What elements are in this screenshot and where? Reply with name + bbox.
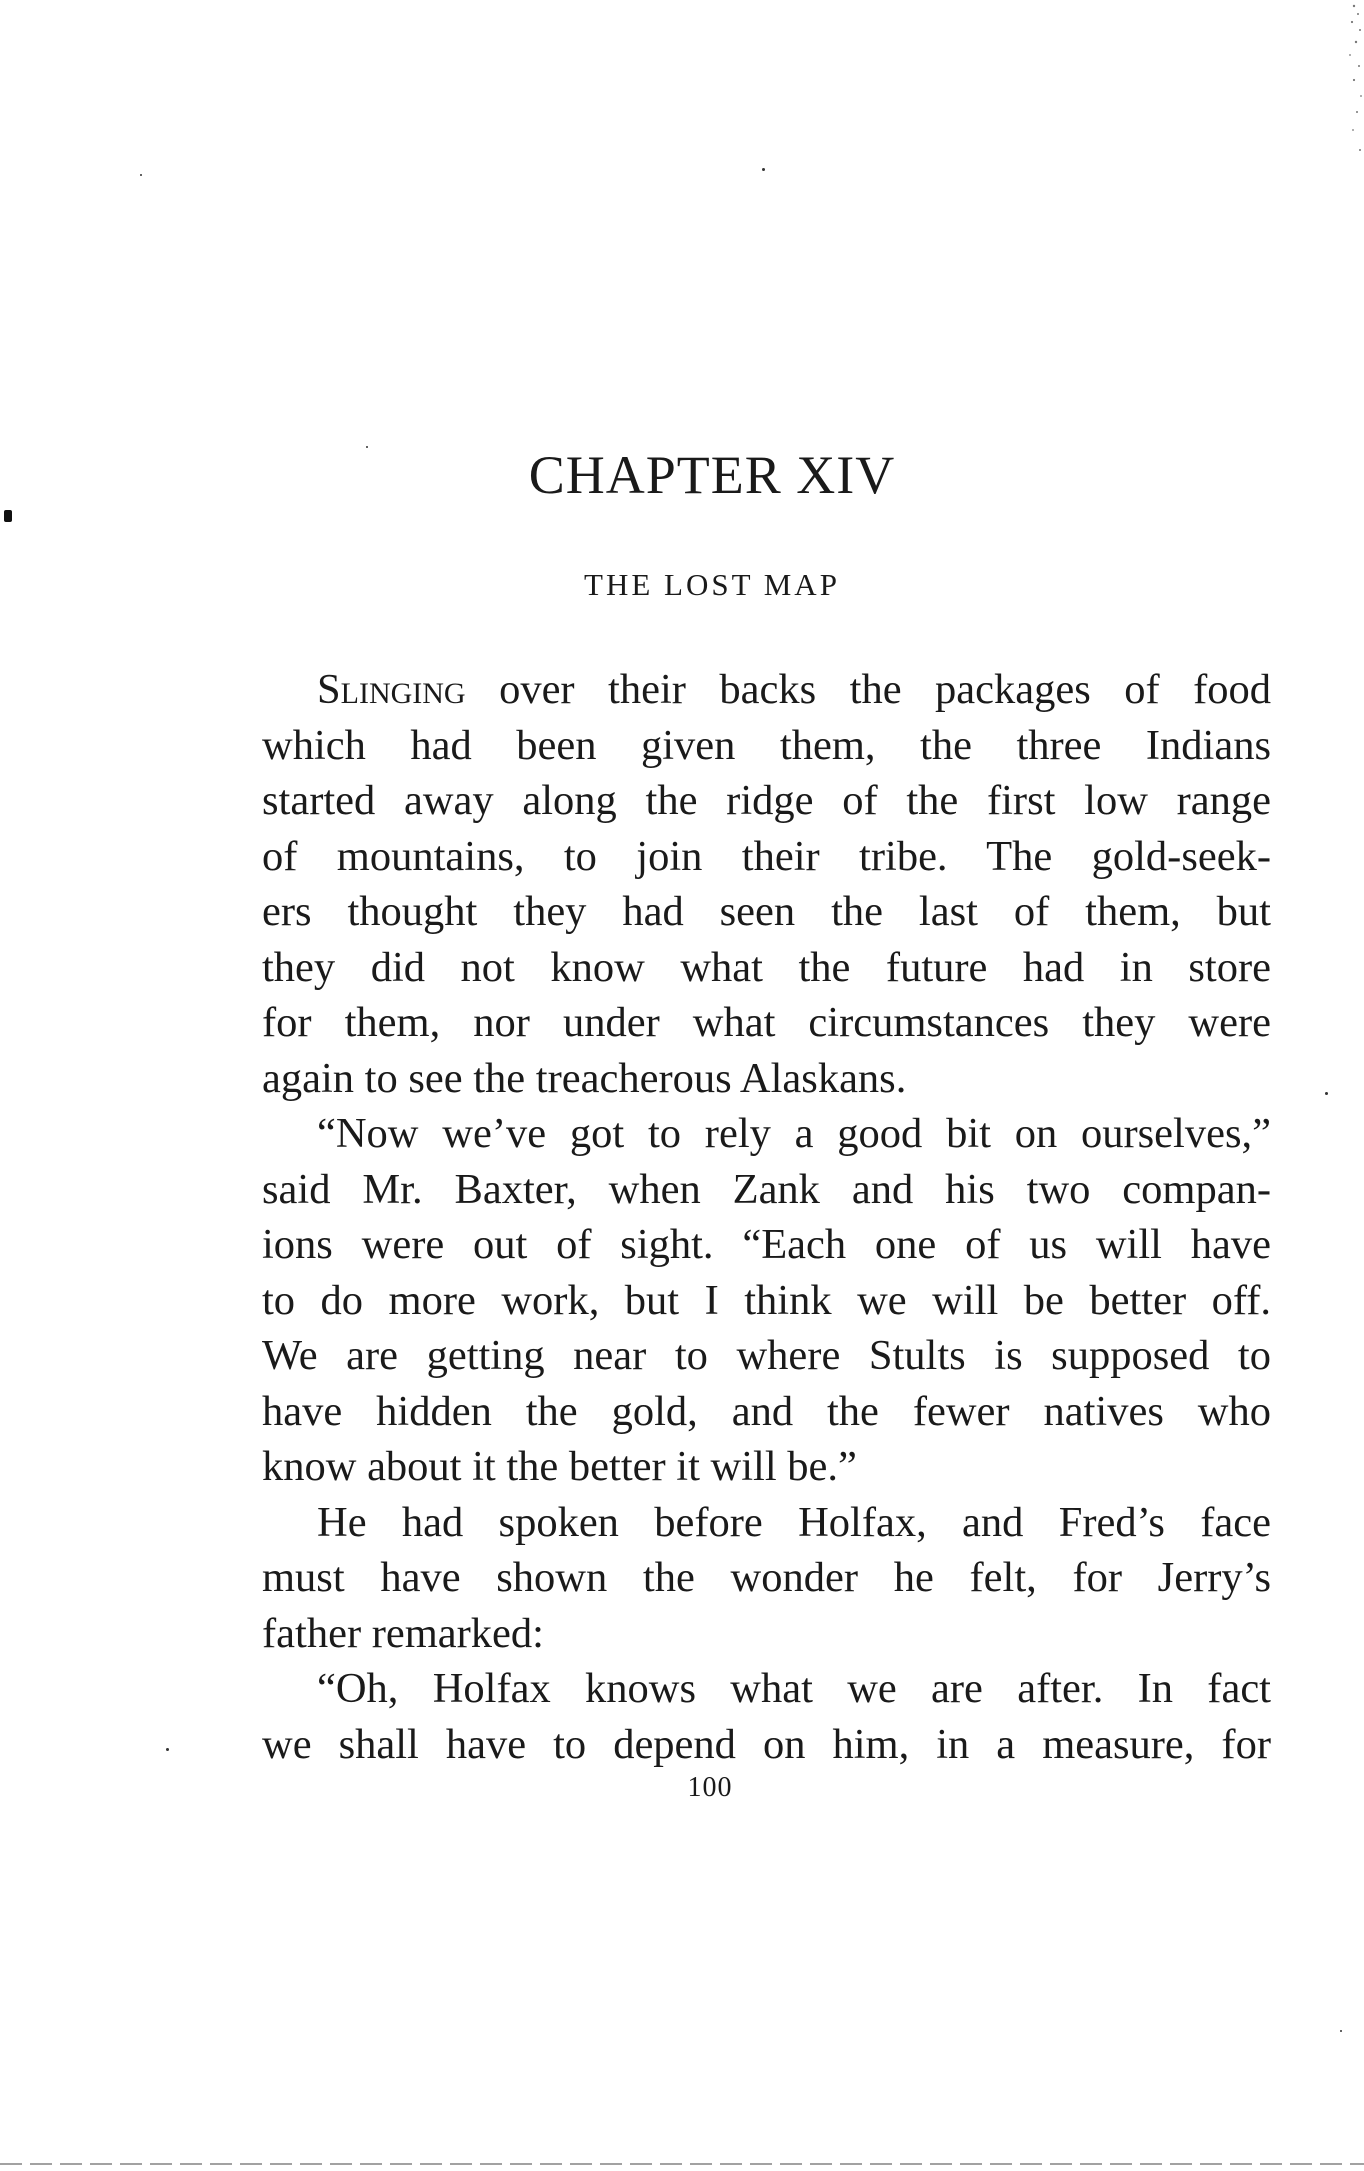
text-line: of mountains, to join their tribe. The gold-seek- <box>262 832 1271 880</box>
text-line: ers thought they had seen the last of them, but <box>262 888 1271 935</box>
text-line: we shall have to depend on him, in a measure, for <box>262 1720 1271 1768</box>
chapter-title: THE LOST MAP <box>584 567 840 602</box>
text-line: “Now we’ve got to rely a good bit on ourselves,” <box>317 1110 1271 1157</box>
drop-word: Slinging <box>317 666 466 713</box>
scan-speck <box>1340 2030 1342 2032</box>
scan-speck <box>140 174 142 176</box>
text-line: they did not know what the future had in store <box>262 943 1271 991</box>
body-text <box>262 662 1271 1772</box>
text-line: We are getting near to where Stults is supposed to <box>262 1332 1271 1379</box>
scan-speck <box>762 168 765 171</box>
text-line: know about it the better it will be.” <box>262 1443 857 1490</box>
text-line <box>262 662 1271 718</box>
text-line: He had spoken before Holfax, and Fred’s face <box>317 1498 1271 1546</box>
scan-bottom-edge <box>0 2163 1364 2165</box>
scan-speck <box>1325 1092 1328 1095</box>
scan-speck <box>166 1748 169 1751</box>
text-line: for them, nor under what circumstances they were <box>262 999 1271 1046</box>
text-line: which had been given them, the three Indians <box>262 721 1271 769</box>
text-line: must have shown the wonder he felt, for Jerry’s <box>262 1554 1271 1601</box>
text-line: said Mr. Baxter, when Zank and his two compan- <box>262 1165 1271 1213</box>
text-line: father remarked: <box>262 1609 544 1657</box>
text-line: started away along the ridge of the first low range <box>262 777 1271 824</box>
scan-speck <box>366 446 368 448</box>
scan-speck <box>4 510 12 522</box>
text-line: again to see the treacherous Alaskans. <box>262 1054 907 1102</box>
text-line: have hidden the gold, and the fewer natives who <box>262 1387 1271 1435</box>
text-line: “Oh, Holfax knows what we are after. In fact <box>317 1665 1271 1712</box>
chapter-heading: CHAPTER XIV <box>528 445 896 505</box>
line-text: over their backs the packages of food <box>465 666 1271 713</box>
text-line: ions were out of sight. “Each one of us will have <box>262 1221 1271 1268</box>
text-line: to do more work, but I think we will be better off. <box>262 1276 1271 1324</box>
scan-edge-noise <box>1324 0 1364 200</box>
page-number: 100 <box>687 1772 733 1803</box>
